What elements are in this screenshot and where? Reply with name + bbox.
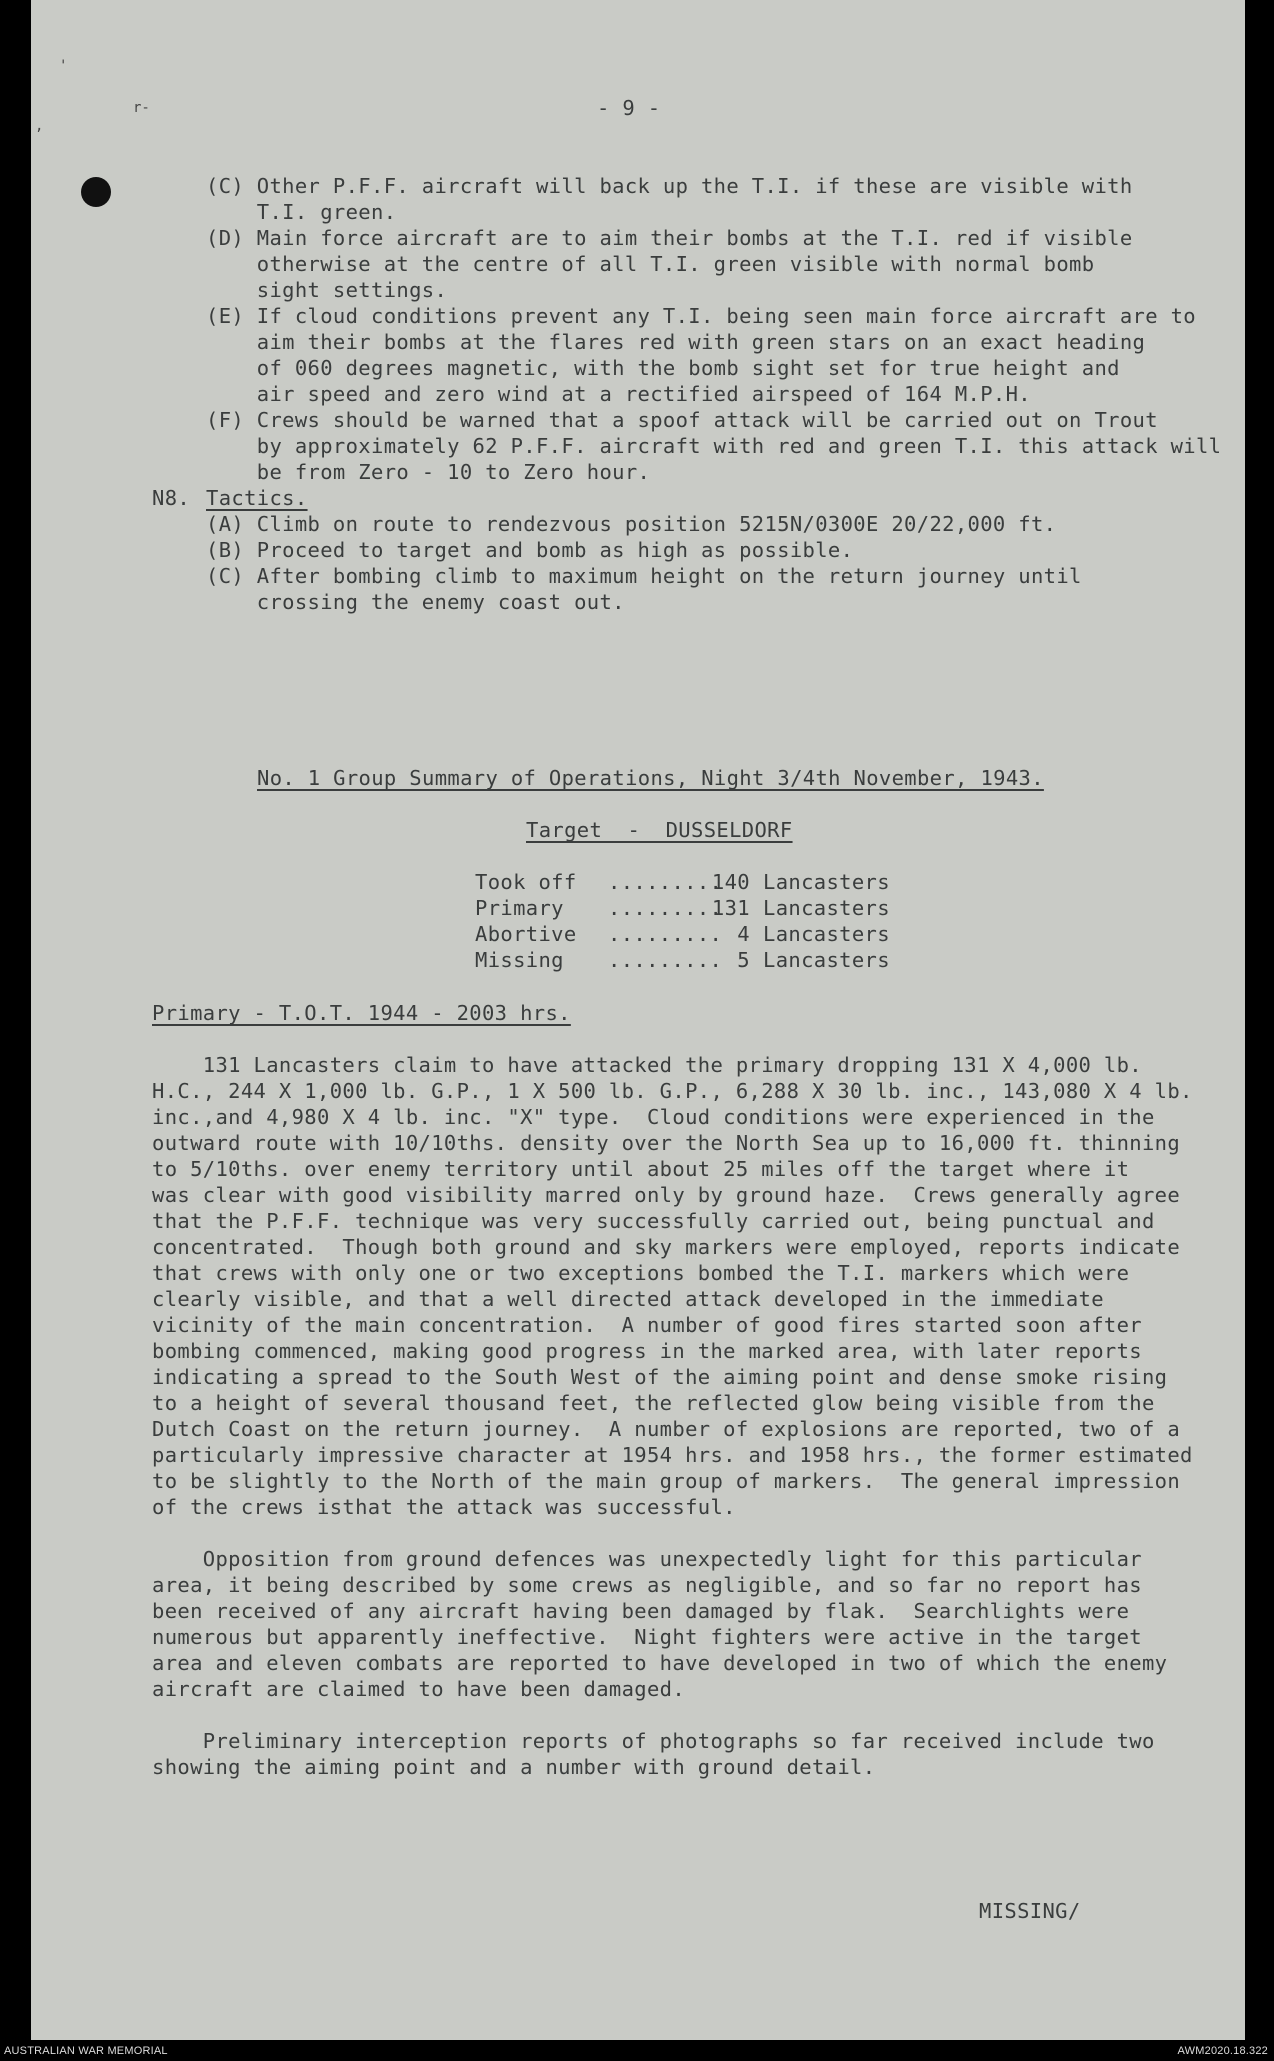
stat-dots: .........: [608, 870, 723, 894]
tactics-number: N8.: [152, 486, 191, 510]
paragraph-line: to be slightly to the North of the main group of markers. The general impression: [152, 1469, 1181, 1493]
paragraph-line: H.C., 244 X 1,000 lb. G.P., 1 X 500 lb. G.P., 6,288 X 30 lb. inc., 143,080 X 4 lb.: [152, 1079, 1193, 1103]
instruction-line: sight settings.: [206, 278, 448, 302]
instruction-line: (C) Other P.F.F. aircraft will back up the T.I. if these are visible with: [206, 174, 1133, 198]
paragraph-line: Dutch Coast on the return journey. A number of explosions are reported, two of a: [152, 1417, 1181, 1441]
stat-label: Abortive: [475, 922, 577, 946]
stat-value: 140: [711, 870, 750, 894]
paragraph-line: clearly visible, and that a well directed attack developed in the immediate: [152, 1287, 1104, 1311]
stat-unit: Lancasters: [763, 870, 890, 894]
stat-unit: Lancasters: [763, 922, 890, 946]
instruction-line: aim their bombs at the flares red with green stars on an exact heading: [206, 330, 1146, 354]
tactics-item: (B) Proceed to target and bomb as high as possible.: [206, 538, 854, 562]
punch-hole: [81, 177, 111, 207]
paragraph-line: to a height of several thousand feet, the reflected glow being visible from the: [152, 1391, 1155, 1415]
summary-title: No. 1 Group Summary of Operations, Night 3/4th November, 1943.: [257, 766, 1044, 790]
tactics-item: crossing the enemy coast out.: [206, 590, 625, 614]
paragraph-line: area and eleven combats are reported to have developed in two of which the enemy: [152, 1651, 1168, 1675]
stray-mark: r-: [133, 100, 150, 116]
stat-dots: .........: [608, 948, 723, 972]
stat-value: 4: [737, 922, 750, 946]
instruction-line: (D) Main force aircraft are to aim their bombs at the T.I. red if visible: [206, 226, 1133, 250]
paragraph-line: showing the aiming point and a number with ground detail.: [152, 1755, 876, 1779]
stat-unit: Lancasters: [763, 896, 890, 920]
paragraph-line: numerous but apparently ineffective. Night fighters were active in the target: [152, 1625, 1142, 1649]
tactics-item: (A) Climb on route to rendezvous position 5215N/0300E 20/22,000 ft.: [206, 512, 1057, 536]
instruction-line: (E) If cloud conditions prevent any T.I. being seen main force aircraft are to: [206, 304, 1196, 328]
stat-dots: .........: [608, 896, 723, 920]
paragraph-line: inc.,and 4,980 X 4 lb. inc. "X" type. Cloud conditions were experienced in the: [152, 1105, 1155, 1129]
instruction-line: otherwise at the centre of all T.I. green visible with normal bomb: [206, 252, 1095, 276]
footer-right: AWM2020.18.322: [1177, 2045, 1268, 2057]
stat-value: 5: [737, 948, 750, 972]
paragraph-line: been received of any aircraft having been damaged by flak. Searchlights were: [152, 1599, 1130, 1623]
paragraph-line: of the crews isthat the attack was successful.: [152, 1495, 736, 1519]
paragraph-line: area, it being described by some crews as negligible, and so far no report has: [152, 1573, 1142, 1597]
stat-label: Primary: [475, 896, 564, 920]
footer-left: AUSTRALIAN WAR MEMORIAL: [4, 2045, 168, 2057]
instruction-line: air speed and zero wind at a rectified airspeed of 164 M.P.H.: [206, 382, 1031, 406]
instruction-line: (F) Crews should be warned that a spoof attack will be carried out on Trout: [206, 408, 1158, 432]
paragraph-line: indicating a spread to the South West of the aiming point and dense smoke rising: [152, 1365, 1168, 1389]
instruction-line: of 060 degrees magnetic, with the bomb sight set for true height and: [206, 356, 1120, 380]
paragraph-line: was clear with good visibility marred only by ground haze. Crews generally agree: [152, 1183, 1181, 1207]
stray-mark: ': [59, 58, 68, 74]
target-line: Target - DUSSELDORF: [526, 818, 793, 842]
paragraph-line: that crews with only one or two exceptions bombed the T.I. markers which were: [152, 1261, 1130, 1285]
paragraph-line: particularly impressive character at 1954 hrs. and 1958 hrs., the former estimated: [152, 1443, 1193, 1467]
stat-label: Took off: [475, 870, 577, 894]
paragraph-line: Opposition from ground defences was unexpectedly light for this particular: [152, 1547, 1142, 1571]
paragraph-line: that the P.F.F. technique was very successfully carried out, being punctual and: [152, 1209, 1155, 1233]
paragraph-line: bombing commenced, making good progress in the marked area, with later reports: [152, 1339, 1142, 1363]
paragraph-line: to 5/10ths. over enemy territory until about 25 miles off the target where it: [152, 1157, 1130, 1181]
paragraph-line: concentrated. Though both ground and sky markers were employed, reports indicate: [152, 1235, 1181, 1259]
tactics-heading: Tactics.: [206, 486, 308, 510]
paragraph-line: aircraft are claimed to have been damaged.: [152, 1677, 686, 1701]
paragraph-line: 131 Lancasters claim to have attacked the primary dropping 131 X 4,000 lb.: [152, 1053, 1142, 1077]
stray-mark: ,: [35, 118, 44, 134]
page-number: - 9 -: [597, 96, 661, 120]
catchword: MISSING/: [979, 1899, 1081, 1923]
stat-label: Missing: [475, 948, 564, 972]
instruction-line: be from Zero - 10 to Zero hour.: [206, 460, 651, 484]
primary-heading: Primary - T.O.T. 1944 - 2003 hrs.: [152, 1001, 571, 1025]
document-page: [31, 0, 1245, 2040]
stat-unit: Lancasters: [763, 948, 890, 972]
stat-dots: .........: [608, 922, 723, 946]
tactics-item: (C) After bombing climb to maximum height on the return journey until: [206, 564, 1082, 588]
instruction-line: by approximately 62 P.F.F. aircraft with red and green T.I. this attack will: [206, 434, 1222, 458]
paragraph-line: outward route with 10/10ths. density over the North Sea up to 16,000 ft. thinning: [152, 1131, 1181, 1155]
paragraph-line: vicinity of the main concentration. A number of good fires started soon after: [152, 1313, 1142, 1337]
stat-value: 131: [711, 896, 750, 920]
instruction-line: T.I. green.: [206, 200, 397, 224]
paragraph-line: Preliminary interception reports of photographs so far received include two: [152, 1729, 1155, 1753]
